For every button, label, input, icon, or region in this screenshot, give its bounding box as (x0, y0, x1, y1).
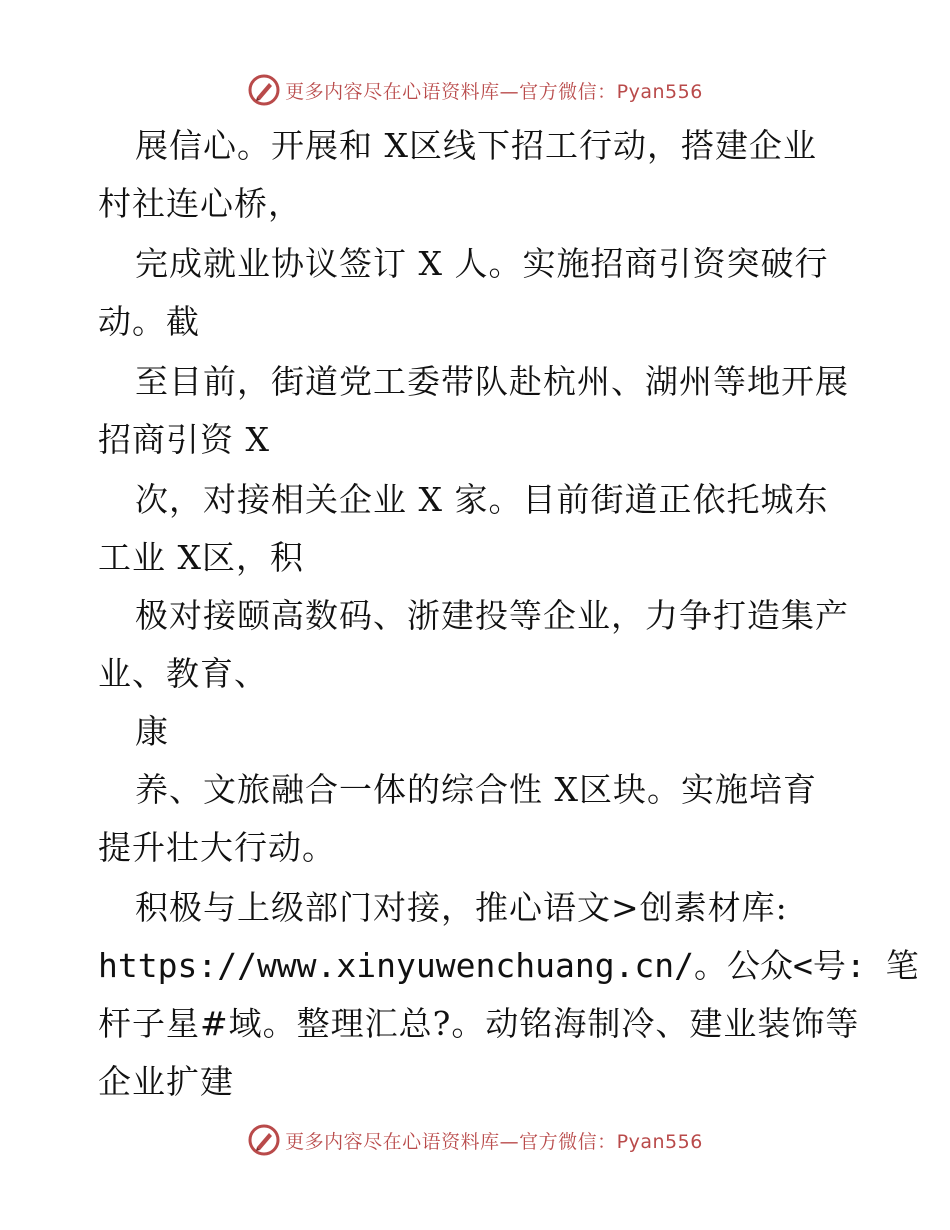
text-line: 业、教育、 (98, 654, 268, 693)
text-line: 工业 X区，积 (98, 538, 304, 577)
banner-text: 更多内容尽在心语资料库—官方微信：Pyan556 (285, 80, 703, 103)
text-line: 招商引资 X (98, 420, 270, 459)
text-line: 展信心。开展和 X区线下招工行动，搭建企业 (135, 126, 817, 165)
text-line: 养、文旅融合一体的综合性 X区块。实施培育 (135, 770, 817, 809)
text-line: 完成就业协议签订 X 人。实施招商引资突破行 (135, 244, 829, 283)
text-line: 至目前，街道党工委带队赴杭州、湖州等地开展 (135, 362, 849, 401)
text-line: 杆子星#域。整理汇总?。动铭海制冷、建业装饰等 (98, 1004, 860, 1043)
text-line: 企业扩建 (98, 1062, 234, 1101)
text-line: 极对接颐高数码、浙建投等企业，力争打造集产 (135, 596, 849, 635)
banner-text: 更多内容尽在心语资料库—官方微信：Pyan556 (285, 1130, 703, 1153)
text-line: 积极与上级部门对接，推心语文>创素材库: (135, 888, 788, 927)
text-line: 村社连心桥， (98, 184, 302, 223)
text-line: 康 (135, 712, 169, 751)
text-line: 提升壮大行动。 (98, 828, 336, 867)
text-line-url: https://www.xinyuwenchuang.cn/。公众<号: 笔 (98, 946, 919, 985)
pen-circle-logo-icon (247, 1123, 281, 1157)
text-line: 动。截 (98, 302, 200, 341)
footer-banner (0, 1120, 950, 1160)
text-line: 次，对接相关企业 X 家。目前街道正依托城东 (135, 480, 829, 519)
